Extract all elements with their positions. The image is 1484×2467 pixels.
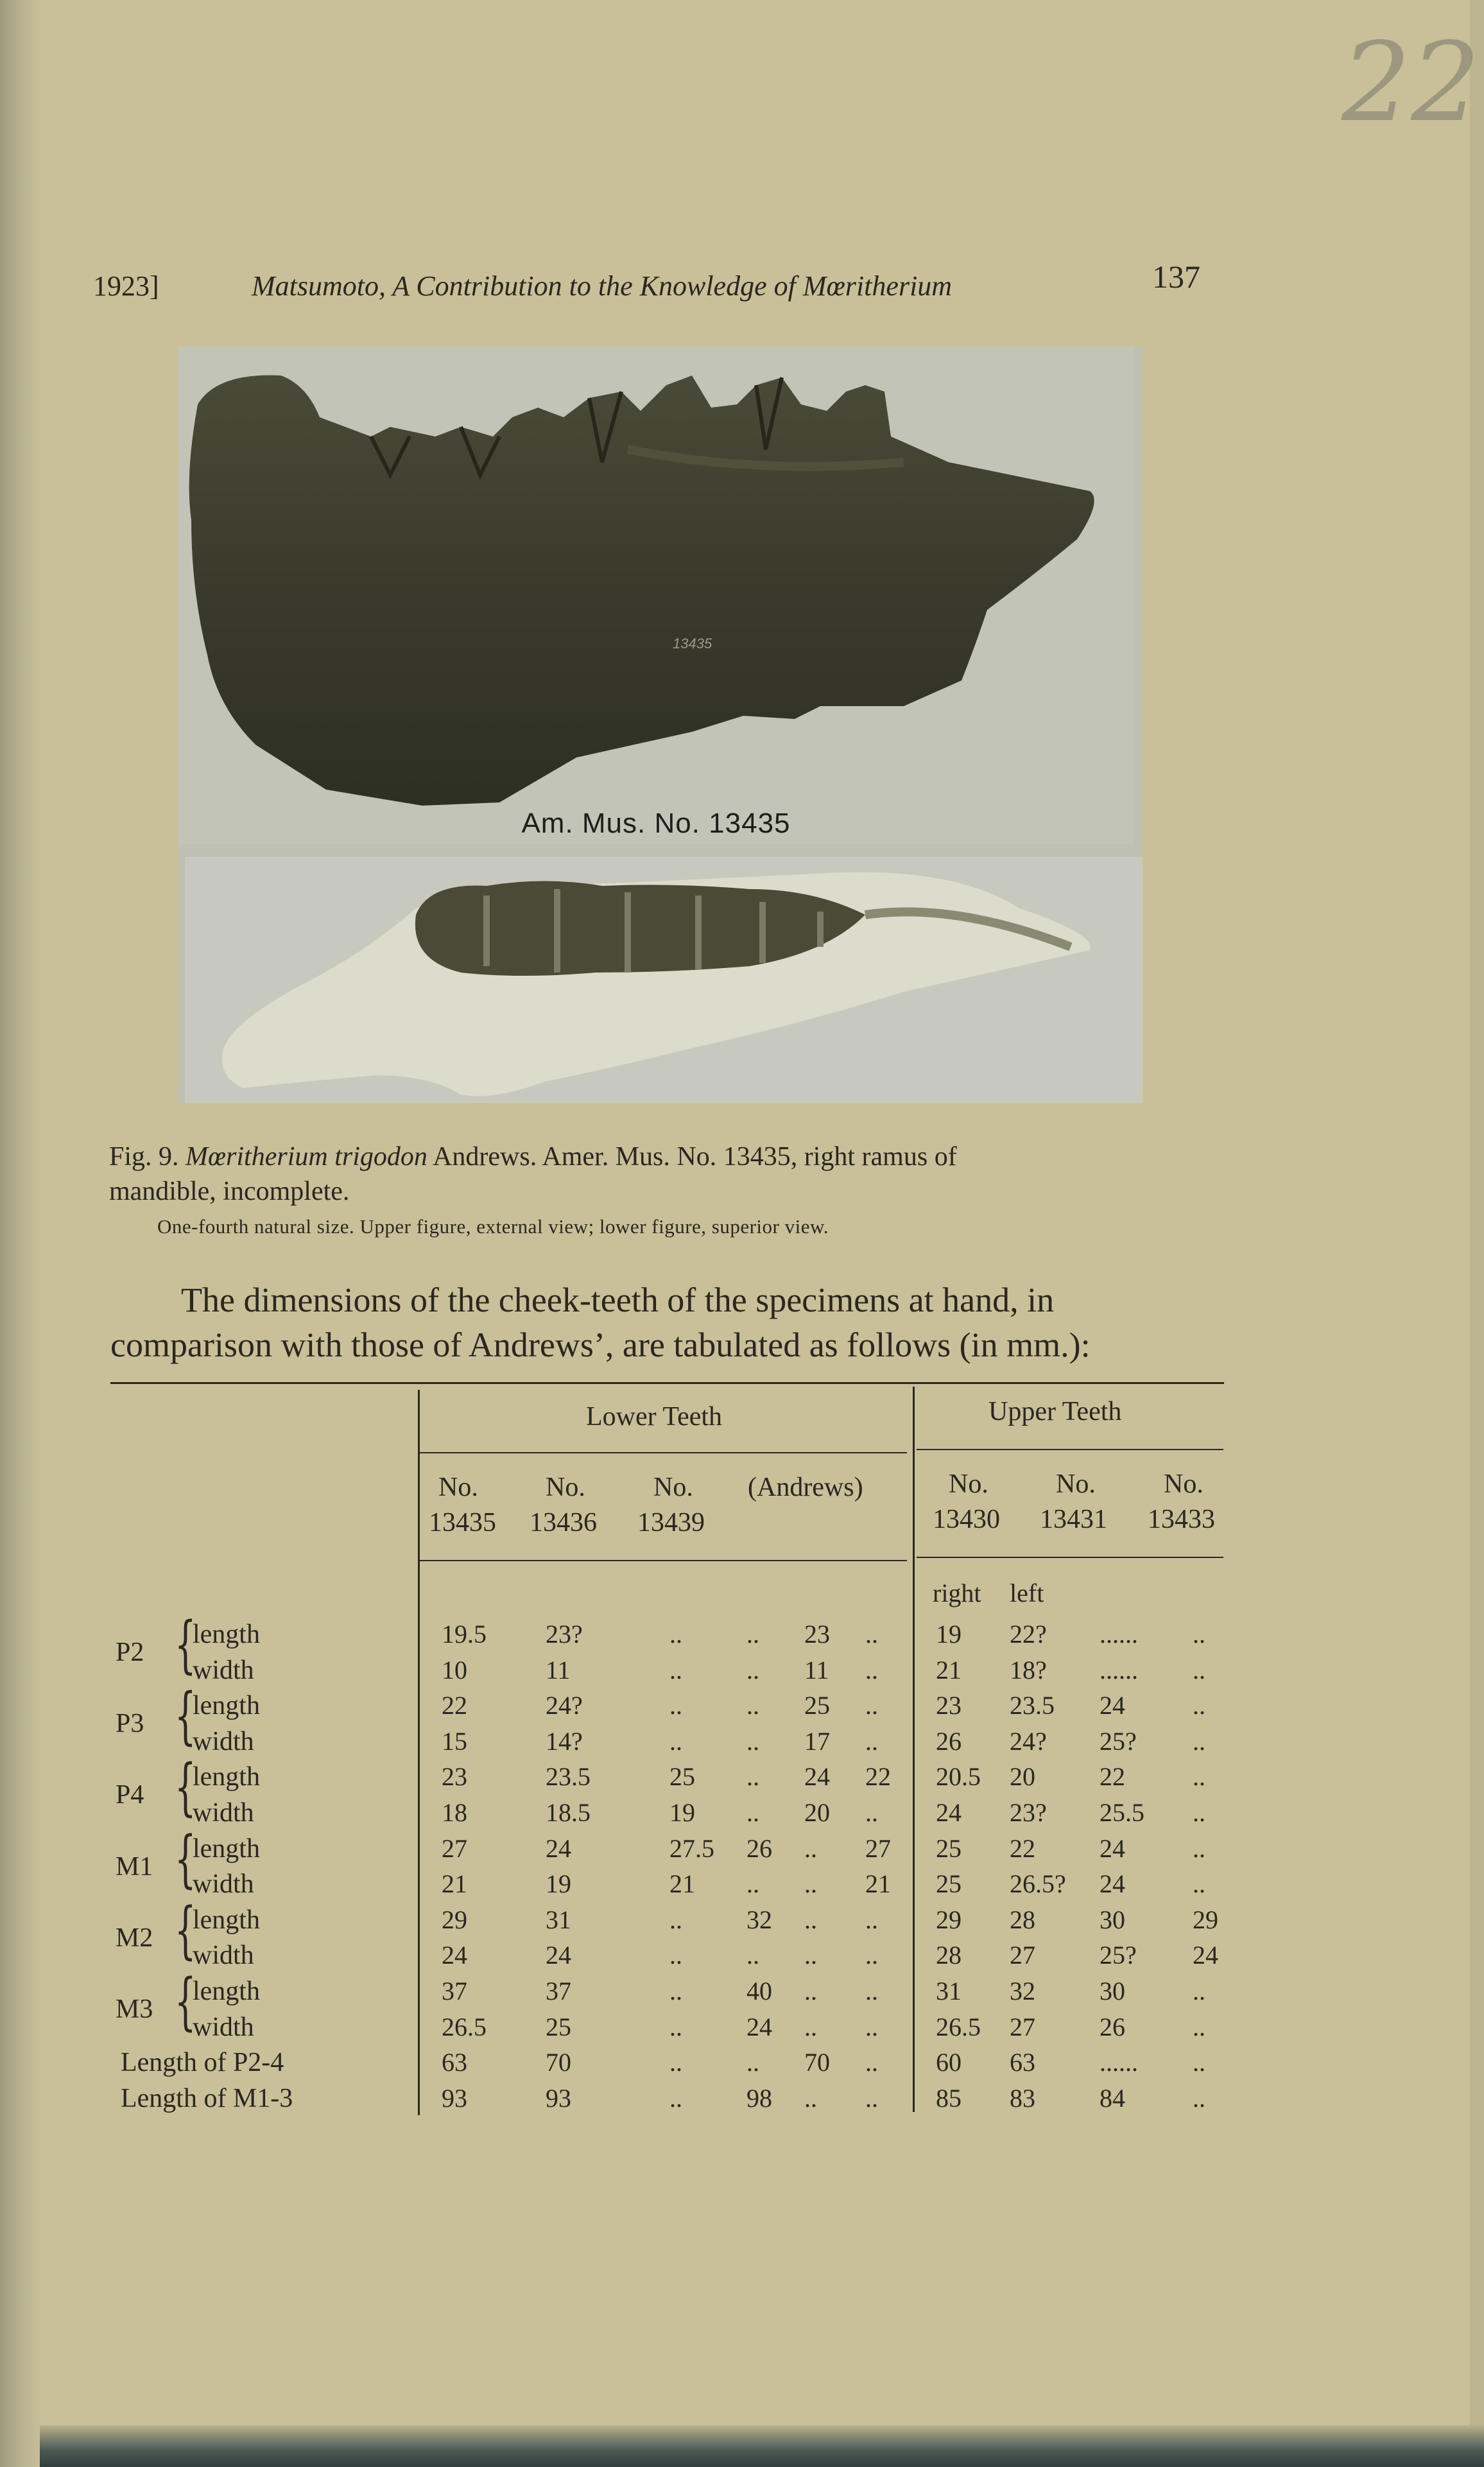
total-cell-1-7: 83 <box>1010 2083 1035 2113</box>
lower-col-number-0: 13435 <box>429 1508 496 1537</box>
lower-col-number-1: 13436 <box>530 1508 597 1537</box>
cell-P4-width-9: .. <box>1193 1798 1205 1827</box>
page-right-edge <box>1470 0 1484 2467</box>
cell-P4-width-3: .. <box>746 1798 759 1827</box>
total-cell-1-4: .. <box>804 2083 817 2113</box>
cell-M1-width-4: .. <box>804 1869 817 1899</box>
total-label-0: Length of P2-4 <box>121 2048 284 2078</box>
total-cell-0-7: 63 <box>1010 2048 1035 2077</box>
cell-P2-width-4: 11 <box>804 1655 829 1684</box>
cell-P2-length-6: 19 <box>936 1620 962 1649</box>
cell-M3-length-3: 40 <box>746 1977 772 2005</box>
cell-P2-length-4: 23 <box>804 1620 830 1649</box>
cell-M1-length-5: 27 <box>865 1833 891 1863</box>
cell-M1-length-1: 24 <box>546 1833 571 1863</box>
cell-M1-width-2: 21 <box>669 1869 695 1899</box>
total-cell-1-0: 93 <box>442 2083 467 2113</box>
cell-P2-length-1: 23? <box>546 1620 583 1649</box>
figure-lower-view <box>185 857 1143 1103</box>
tooth-label-M1: M1 <box>116 1851 153 1882</box>
cell-P4-length-2: 25 <box>669 1762 695 1792</box>
cell-P3-length-3: .. <box>746 1691 759 1720</box>
measure-label-M2-length: length <box>193 1905 260 1935</box>
measure-label-M1-width: width <box>193 1869 254 1900</box>
cell-P4-width-5: .. <box>865 1798 878 1827</box>
cell-P4-width-1: 18.5 <box>546 1798 591 1827</box>
cell-M1-length-3: 26 <box>746 1833 772 1863</box>
lower-col-header-0: No. <box>438 1473 478 1502</box>
running-title: Matsumoto, A Contribution to the Knowledge of Mœritherium <box>252 270 953 302</box>
cell-P3-length-6: 23 <box>936 1691 962 1720</box>
cell-P3-length-8: 24 <box>1100 1691 1125 1720</box>
tooth-label-P3: P3 <box>116 1709 144 1739</box>
total-cell-0-3: .. <box>746 2048 759 2077</box>
cell-M1-length-7: 22 <box>1010 1833 1035 1863</box>
upper-group-rule <box>917 1449 1223 1450</box>
total-cell-0-0: 63 <box>442 2048 467 2077</box>
cell-P4-width-4: 20 <box>804 1798 830 1827</box>
cell-M2-length-3: 32 <box>746 1905 772 1934</box>
cell-P2-width-9: .. <box>1193 1655 1205 1684</box>
cell-P4-length-3: .. <box>746 1762 759 1792</box>
cell-M3-length-0: 37 <box>442 1977 467 2005</box>
body-paragraph <box>110 1277 1227 1367</box>
caption-species: Mœritherium trigodon <box>186 1142 427 1172</box>
cell-M2-width-3: .. <box>746 1941 759 1970</box>
upper-col-header-0: No. <box>949 1469 988 1499</box>
cell-M2-width-7: 27 <box>1010 1941 1035 1970</box>
row-brace-M2: { <box>175 1894 196 1966</box>
lower-col-header-1: No. <box>546 1473 585 1502</box>
cell-P4-length-6: 20.5 <box>936 1762 981 1792</box>
total-cell-1-3: 98 <box>746 2083 772 2113</box>
table-top-rule <box>110 1382 1224 1384</box>
measure-label-P2-width: width <box>193 1655 254 1685</box>
measure-label-M2-width: width <box>193 1941 254 1971</box>
total-cell-0-9: .. <box>1193 2048 1205 2077</box>
cell-M2-width-2: .. <box>669 1941 682 1970</box>
total-cell-1-2: .. <box>669 2083 682 2113</box>
upper-side-left: left <box>1010 1579 1044 1607</box>
cell-P3-width-5: .. <box>865 1726 878 1756</box>
cell-P3-width-3: .. <box>746 1726 759 1756</box>
cell-M3-width-4: .. <box>804 2012 817 2041</box>
cell-M1-length-6: 25 <box>936 1833 962 1863</box>
lower-header-rule <box>419 1560 907 1561</box>
cell-M1-width-5: 21 <box>865 1869 891 1899</box>
row-brace-M1: { <box>175 1822 196 1895</box>
cell-M2-length-9: 29 <box>1193 1905 1218 1934</box>
cell-P4-length-1: 23.5 <box>546 1762 591 1792</box>
cell-M2-width-9: 24 <box>1193 1941 1218 1970</box>
cell-M1-width-6: 25 <box>936 1869 962 1899</box>
cell-M1-length-8: 24 <box>1100 1833 1125 1863</box>
cell-M3-length-8: 30 <box>1100 1977 1125 2005</box>
cell-M3-length-9: .. <box>1193 1977 1205 2005</box>
cell-M1-width-1: 19 <box>546 1869 571 1899</box>
cell-P2-width-6: 21 <box>936 1655 962 1684</box>
cell-M2-width-4: .. <box>804 1941 817 1970</box>
cell-P3-width-2: .. <box>669 1726 682 1756</box>
cell-P2-length-8: ...... <box>1100 1620 1138 1649</box>
measure-label-P4-length: length <box>193 1762 260 1792</box>
cell-P3-width-1: 14? <box>546 1726 583 1756</box>
cell-M2-width-8: 25? <box>1100 1941 1137 1970</box>
lower-col-header-2: No. <box>653 1473 693 1502</box>
cell-M2-length-4: .. <box>804 1905 817 1934</box>
cell-M1-width-8: 24 <box>1100 1869 1125 1899</box>
measure-label-M1-length: length <box>193 1833 260 1864</box>
total-cell-1-8: 84 <box>1100 2083 1125 2113</box>
cell-P3-length-9: .. <box>1193 1691 1205 1720</box>
total-cell-0-5: .. <box>865 2048 878 2077</box>
lower-col-number-2: 13439 <box>637 1508 705 1537</box>
paragraph-line-1: The dimensions of the cheek-teeth of the specimens at hand, in <box>181 1281 1055 1319</box>
tooth-label-P2: P2 <box>116 1638 144 1667</box>
cell-P2-length-7: 22? <box>1010 1620 1047 1649</box>
jaw-superior-view-illustration <box>185 857 1143 1103</box>
cell-P2-width-8: ...... <box>1100 1655 1138 1684</box>
measure-label-P4-width: width <box>193 1798 254 1828</box>
cell-M1-width-3: .. <box>746 1869 759 1899</box>
cell-M1-width-7: 26.5? <box>1010 1869 1066 1899</box>
cell-M3-width-9: .. <box>1193 2012 1205 2041</box>
total-cell-0-1: 70 <box>546 2048 571 2077</box>
cell-P3-width-9: .. <box>1193 1726 1205 1756</box>
cell-M2-length-8: 30 <box>1100 1905 1125 1934</box>
caption-line1-rest: Andrews. Amer. Mus. No. 13435, right ramus of <box>433 1142 957 1172</box>
total-cell-0-2: .. <box>669 2048 682 2077</box>
header-year: 1923] <box>93 270 159 302</box>
cell-P3-width-8: 25? <box>1100 1726 1137 1756</box>
total-cell-1-9: .. <box>1193 2083 1205 2113</box>
cell-P2-length-0: 19.5 <box>442 1620 487 1649</box>
cell-P4-length-0: 23 <box>442 1762 467 1792</box>
cell-M1-width-0: 21 <box>442 1869 467 1899</box>
book-spine-shadow <box>0 0 40 2467</box>
cell-P3-length-5: .. <box>865 1691 878 1720</box>
cell-P4-width-8: 25.5 <box>1100 1798 1144 1827</box>
cell-M2-length-5: .. <box>865 1905 878 1934</box>
cell-M3-length-6: 31 <box>936 1977 962 2005</box>
cell-P2-width-1: 11 <box>546 1655 571 1684</box>
cell-M3-width-5: .. <box>865 2012 878 2041</box>
plate-label: Am. Mus. No. 13435 <box>521 808 791 839</box>
upper-col-number-2: 13433 <box>1148 1505 1215 1534</box>
cell-P4-length-5: 22 <box>865 1762 891 1792</box>
cell-P4-width-7: 23? <box>1010 1798 1047 1827</box>
cell-M3-length-4: .. <box>804 1977 817 2005</box>
table-divider-left <box>418 1390 420 2115</box>
cell-M3-width-3: 24 <box>746 2012 772 2041</box>
handwritten-page-note: 22 <box>1342 19 1481 146</box>
cell-M2-length-7: 28 <box>1010 1905 1035 1934</box>
cell-P3-width-7: 24? <box>1010 1726 1047 1756</box>
cell-P4-length-8: 22 <box>1100 1762 1125 1792</box>
row-brace-M3: { <box>175 1966 196 2038</box>
cell-P2-length-2: .. <box>669 1620 682 1649</box>
upper-header-rule <box>917 1557 1223 1558</box>
cell-M3-length-5: .. <box>865 1977 878 2005</box>
upper-col-header-1: No. <box>1056 1469 1096 1499</box>
cell-P3-width-4: 17 <box>804 1726 830 1756</box>
cell-M2-length-0: 29 <box>442 1905 467 1934</box>
cell-P3-length-4: 25 <box>804 1691 830 1720</box>
upper-col-number-1: 13431 <box>1040 1505 1107 1534</box>
cell-M3-width-2: .. <box>669 2012 682 2041</box>
caption-line2: mandible, incomplete. <box>109 1177 350 1206</box>
cell-M3-width-8: 26 <box>1100 2012 1125 2041</box>
measure-label-P3-width: width <box>193 1726 254 1756</box>
total-cell-0-6: 60 <box>936 2048 962 2077</box>
total-label-1: Length of M1-3 <box>121 2083 293 2113</box>
tooth-label-M2: M2 <box>116 1923 153 1953</box>
measure-label-P3-length: length <box>193 1691 260 1721</box>
row-brace-P4: { <box>175 1751 196 1824</box>
table-divider-middle <box>913 1387 915 2112</box>
upper-col-header-2: No. <box>1164 1469 1204 1499</box>
cell-P3-length-2: .. <box>669 1691 682 1720</box>
total-cell-1-1: 93 <box>546 2083 571 2113</box>
cell-P2-width-5: .. <box>865 1655 878 1684</box>
row-brace-P3: { <box>175 1680 196 1753</box>
cell-M2-width-5: .. <box>865 1941 878 1970</box>
cell-P3-length-7: 23.5 <box>1010 1691 1055 1720</box>
cell-P4-length-9: .. <box>1193 1762 1205 1792</box>
group-upper-teeth: Upper Teeth <box>988 1397 1122 1426</box>
cell-M1-length-2: 27.5 <box>669 1833 714 1863</box>
cell-M1-length-0: 27 <box>442 1833 467 1863</box>
cell-P2-length-3: .. <box>746 1620 759 1649</box>
row-brace-P2: { <box>175 1609 196 1681</box>
cell-P2-length-9: .. <box>1193 1620 1205 1649</box>
cell-M2-width-0: 24 <box>442 1941 467 1970</box>
cell-P3-length-0: 22 <box>442 1691 467 1720</box>
measure-label-M3-width: width <box>193 2012 254 2042</box>
cell-P4-length-4: 24 <box>804 1762 830 1792</box>
cell-P2-width-0: 10 <box>442 1655 467 1684</box>
cell-P3-length-1: 24? <box>546 1691 583 1720</box>
total-cell-1-6: 85 <box>936 2083 962 2113</box>
cell-M3-width-6: 26.5 <box>936 2012 981 2041</box>
total-cell-0-8: ...... <box>1100 2048 1138 2077</box>
cell-M3-width-0: 26.5 <box>442 2012 487 2041</box>
cell-M3-length-2: .. <box>669 1977 682 2005</box>
cell-M1-width-9: .. <box>1193 1869 1205 1899</box>
cell-P3-width-6: 26 <box>936 1726 962 1756</box>
figure-plate <box>178 347 1143 1103</box>
cell-M3-length-7: 32 <box>1010 1977 1035 2005</box>
cell-P4-width-2: 19 <box>669 1798 695 1827</box>
lower-col-header-3: (Andrews) <box>748 1473 863 1502</box>
specimen-mark: 13435 <box>673 636 712 652</box>
cell-P2-width-2: .. <box>669 1655 682 1684</box>
upper-side-right: right <box>933 1579 981 1607</box>
cell-M2-width-6: 28 <box>936 1941 962 1970</box>
measure-label-M3-length: length <box>193 1977 260 2006</box>
upper-col-number-0: 13430 <box>933 1505 1000 1534</box>
page-number: 137 <box>1152 259 1200 295</box>
tooth-label-P4: P4 <box>116 1780 144 1810</box>
lower-group-rule <box>419 1452 907 1453</box>
tooth-label-M3: M3 <box>116 1995 153 2024</box>
caption-prefix: Fig. 9. <box>109 1142 179 1172</box>
cell-M2-length-6: 29 <box>936 1905 962 1934</box>
caption-small: One-fourth natural size. Upper figure, external view; lower figure, superior view. <box>157 1215 829 1238</box>
figure-upper-view <box>178 347 1134 844</box>
paragraph-line-2: comparison with those of Andrews’, are tabulated as follows (in mm.): <box>110 1326 1091 1364</box>
total-cell-0-4: 70 <box>804 2048 830 2077</box>
cell-P4-length-7: 20 <box>1010 1762 1035 1792</box>
cell-M1-length-4: .. <box>804 1833 817 1863</box>
cell-M3-width-7: 27 <box>1010 2012 1035 2041</box>
group-lower-teeth: Lower Teeth <box>586 1402 723 1432</box>
figure-caption <box>109 1139 1226 1174</box>
cell-M1-length-9: .. <box>1193 1833 1205 1863</box>
cell-M2-length-2: .. <box>669 1905 682 1934</box>
cell-M3-length-1: 37 <box>546 1977 571 2005</box>
cell-M3-width-1: 25 <box>546 2012 571 2041</box>
cell-P3-width-0: 15 <box>442 1726 467 1756</box>
measure-label-P2-length: length <box>193 1620 260 1649</box>
cell-M2-width-1: 24 <box>546 1941 571 1970</box>
page-bottom-edge <box>40 2425 1484 2467</box>
cell-P4-width-0: 18 <box>442 1798 467 1827</box>
cell-P2-width-7: 18? <box>1010 1655 1047 1684</box>
cell-M2-length-1: 31 <box>546 1905 571 1934</box>
jaw-external-view-illustration <box>178 347 1134 844</box>
cell-P4-width-6: 24 <box>936 1798 962 1827</box>
cell-P2-width-3: .. <box>746 1655 759 1684</box>
total-cell-1-5: .. <box>865 2083 878 2113</box>
cell-P2-length-5: .. <box>865 1620 878 1649</box>
